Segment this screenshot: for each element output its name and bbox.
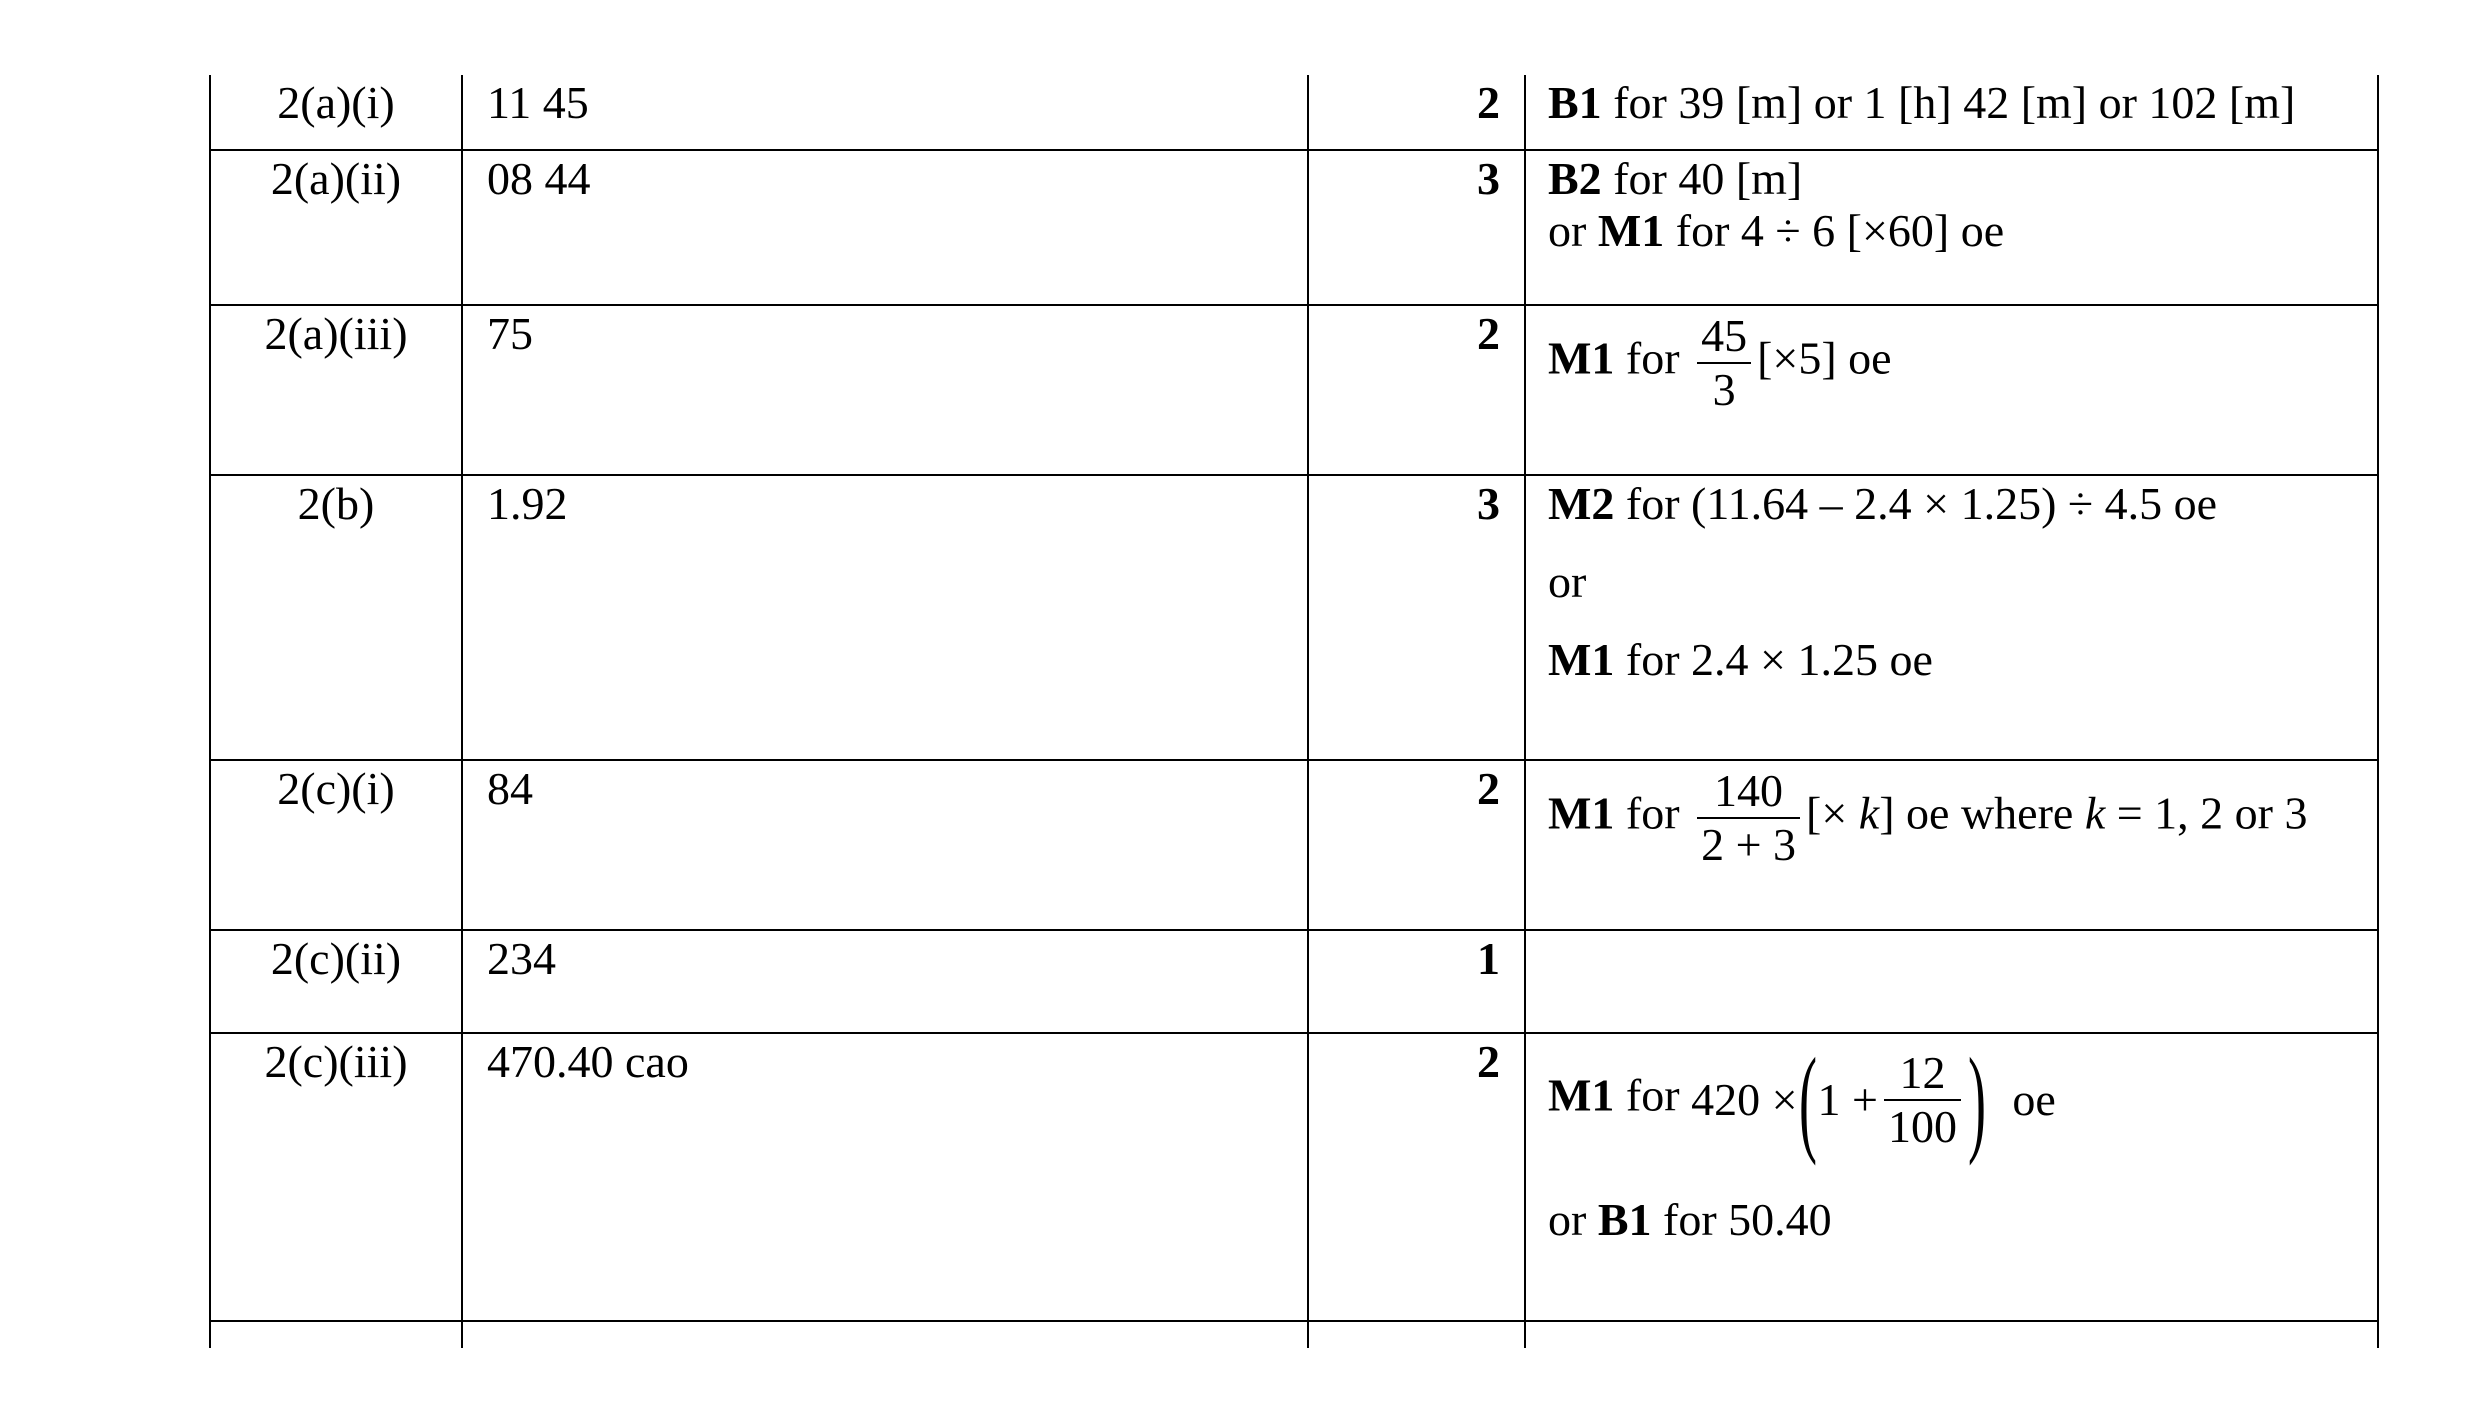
notes-line (1548, 1033, 2377, 1166)
variable-k: k (1858, 787, 1880, 839)
answer-cell: 75 (462, 305, 1308, 475)
fraction-denominator: 100 (1887, 1101, 1957, 1152)
notes-prefix: or (1548, 205, 1587, 256)
notes-lead: 420 × (1691, 1074, 1798, 1125)
question-cell: 2(a)(iii) (210, 305, 462, 475)
notes-text: for 4 ÷ 6 [×60] oe (1675, 205, 2005, 256)
table-row (210, 305, 2378, 475)
stub-cell (1525, 1321, 2378, 1348)
mark-code: B1 (1597, 1194, 1652, 1245)
mark-code: B1 (1548, 77, 1602, 128)
answer-cell: 11 45 (462, 75, 1308, 150)
variable-k: k (2084, 787, 2106, 839)
mark-code: M1 (1548, 634, 1615, 685)
mark-code: M1 (1548, 787, 1615, 839)
table-row (210, 75, 2378, 150)
marks-cell: 2 (1308, 305, 1525, 475)
question-cell: 2(a)(ii) (210, 150, 462, 305)
notes-cell (1525, 930, 2378, 1033)
question-cell: 2(c)(iii) (210, 1033, 462, 1321)
fraction (1697, 310, 1751, 416)
mark-scheme-table (209, 75, 2379, 1348)
question-cell: 2(a)(i) (210, 75, 462, 150)
notes-text: for (11.64 – 2.4 × 1.25) ÷ 4.5 oe (1625, 478, 2218, 529)
table-continuation (210, 1321, 2378, 1348)
notes-cell (1525, 150, 2378, 305)
notes-line: or (1548, 556, 1587, 607)
close-paren: ) (1967, 1033, 1986, 1166)
notes-cell (1525, 760, 2378, 930)
stub-cell (462, 1321, 1308, 1348)
answer-cell: 84 (462, 760, 1308, 930)
marks-cell: 3 (1308, 150, 1525, 305)
answer-cell: 1.92 (462, 475, 1308, 760)
notes-suffix: oe (2012, 1074, 2056, 1125)
notes-line (1548, 205, 2377, 257)
mark-code: M2 (1548, 478, 1615, 529)
fraction-numerator: 140 (1697, 765, 1800, 819)
stub-cell (1308, 1321, 1525, 1348)
mark-code: B2 (1548, 153, 1602, 204)
mark-code: M1 (1548, 332, 1615, 384)
marks-cell: 2 (1308, 1033, 1525, 1321)
notes-prefix: or (1548, 1194, 1587, 1245)
question-cell: 2(c)(i) (210, 760, 462, 930)
fraction (1697, 765, 1800, 871)
notes-line (1548, 634, 2377, 686)
notes-suffix: [×5] oe (1757, 332, 1892, 384)
notes-line (1548, 153, 2377, 205)
notes-line (1548, 765, 2377, 871)
notes-line (1548, 478, 2377, 530)
fraction-numerator: 12 (1884, 1047, 1961, 1101)
answer-cell: 08 44 (462, 150, 1308, 305)
question-cell: 2(c)(ii) (210, 930, 462, 1033)
mark-code: M1 (1548, 1069, 1615, 1121)
table-row (210, 150, 2378, 305)
table-row (210, 930, 2378, 1033)
notes-suffix-c: = 1, 2 or 3 (2105, 787, 2308, 839)
marks-cell: 3 (1308, 475, 1525, 760)
fraction (1884, 1047, 1961, 1153)
notes-suffix-a: [× (1806, 787, 1859, 839)
mark-code: M1 (1597, 205, 1665, 256)
fraction-denominator: 2 + 3 (1701, 819, 1797, 870)
fraction-denominator: 3 (1712, 364, 1736, 415)
notes-text: for 39 [m] or 1 [h] 42 [m] or 102 [m] (1613, 77, 2296, 128)
marks-cell: 1 (1308, 930, 1525, 1033)
table-row (210, 1033, 2378, 1321)
notes-cell (1525, 305, 2378, 475)
notes-prefix: for (1625, 332, 1680, 384)
notes-suffix-b: ] oe where (1879, 787, 2085, 839)
notes-cell (1525, 475, 2378, 760)
table-row (210, 475, 2378, 760)
fraction-numerator: 45 (1697, 310, 1751, 364)
answer-cell: 234 (462, 930, 1308, 1033)
answer-cell: 470.40 cao (462, 1033, 1308, 1321)
notes-line (1548, 1194, 2377, 1246)
notes-prefix: for (1625, 787, 1680, 839)
notes-line (1548, 310, 2377, 416)
open-paren: ( (1798, 1033, 1817, 1166)
notes-text: for 2.4 × 1.25 oe (1625, 634, 1933, 685)
notes-cell (1525, 75, 2378, 150)
question-cell: 2(b) (210, 475, 462, 760)
notes-cell (1525, 1033, 2378, 1321)
stub-cell (210, 1321, 462, 1348)
notes-prefix: for (1625, 1069, 1680, 1121)
marks-cell: 2 (1308, 760, 1525, 930)
table-row (210, 760, 2378, 930)
notes-text: for 40 [m] (1613, 153, 1803, 204)
marks-cell: 2 (1308, 75, 1525, 150)
notes-text: for 50.40 (1663, 1194, 1832, 1245)
notes-inner: 1 + (1817, 1074, 1878, 1125)
